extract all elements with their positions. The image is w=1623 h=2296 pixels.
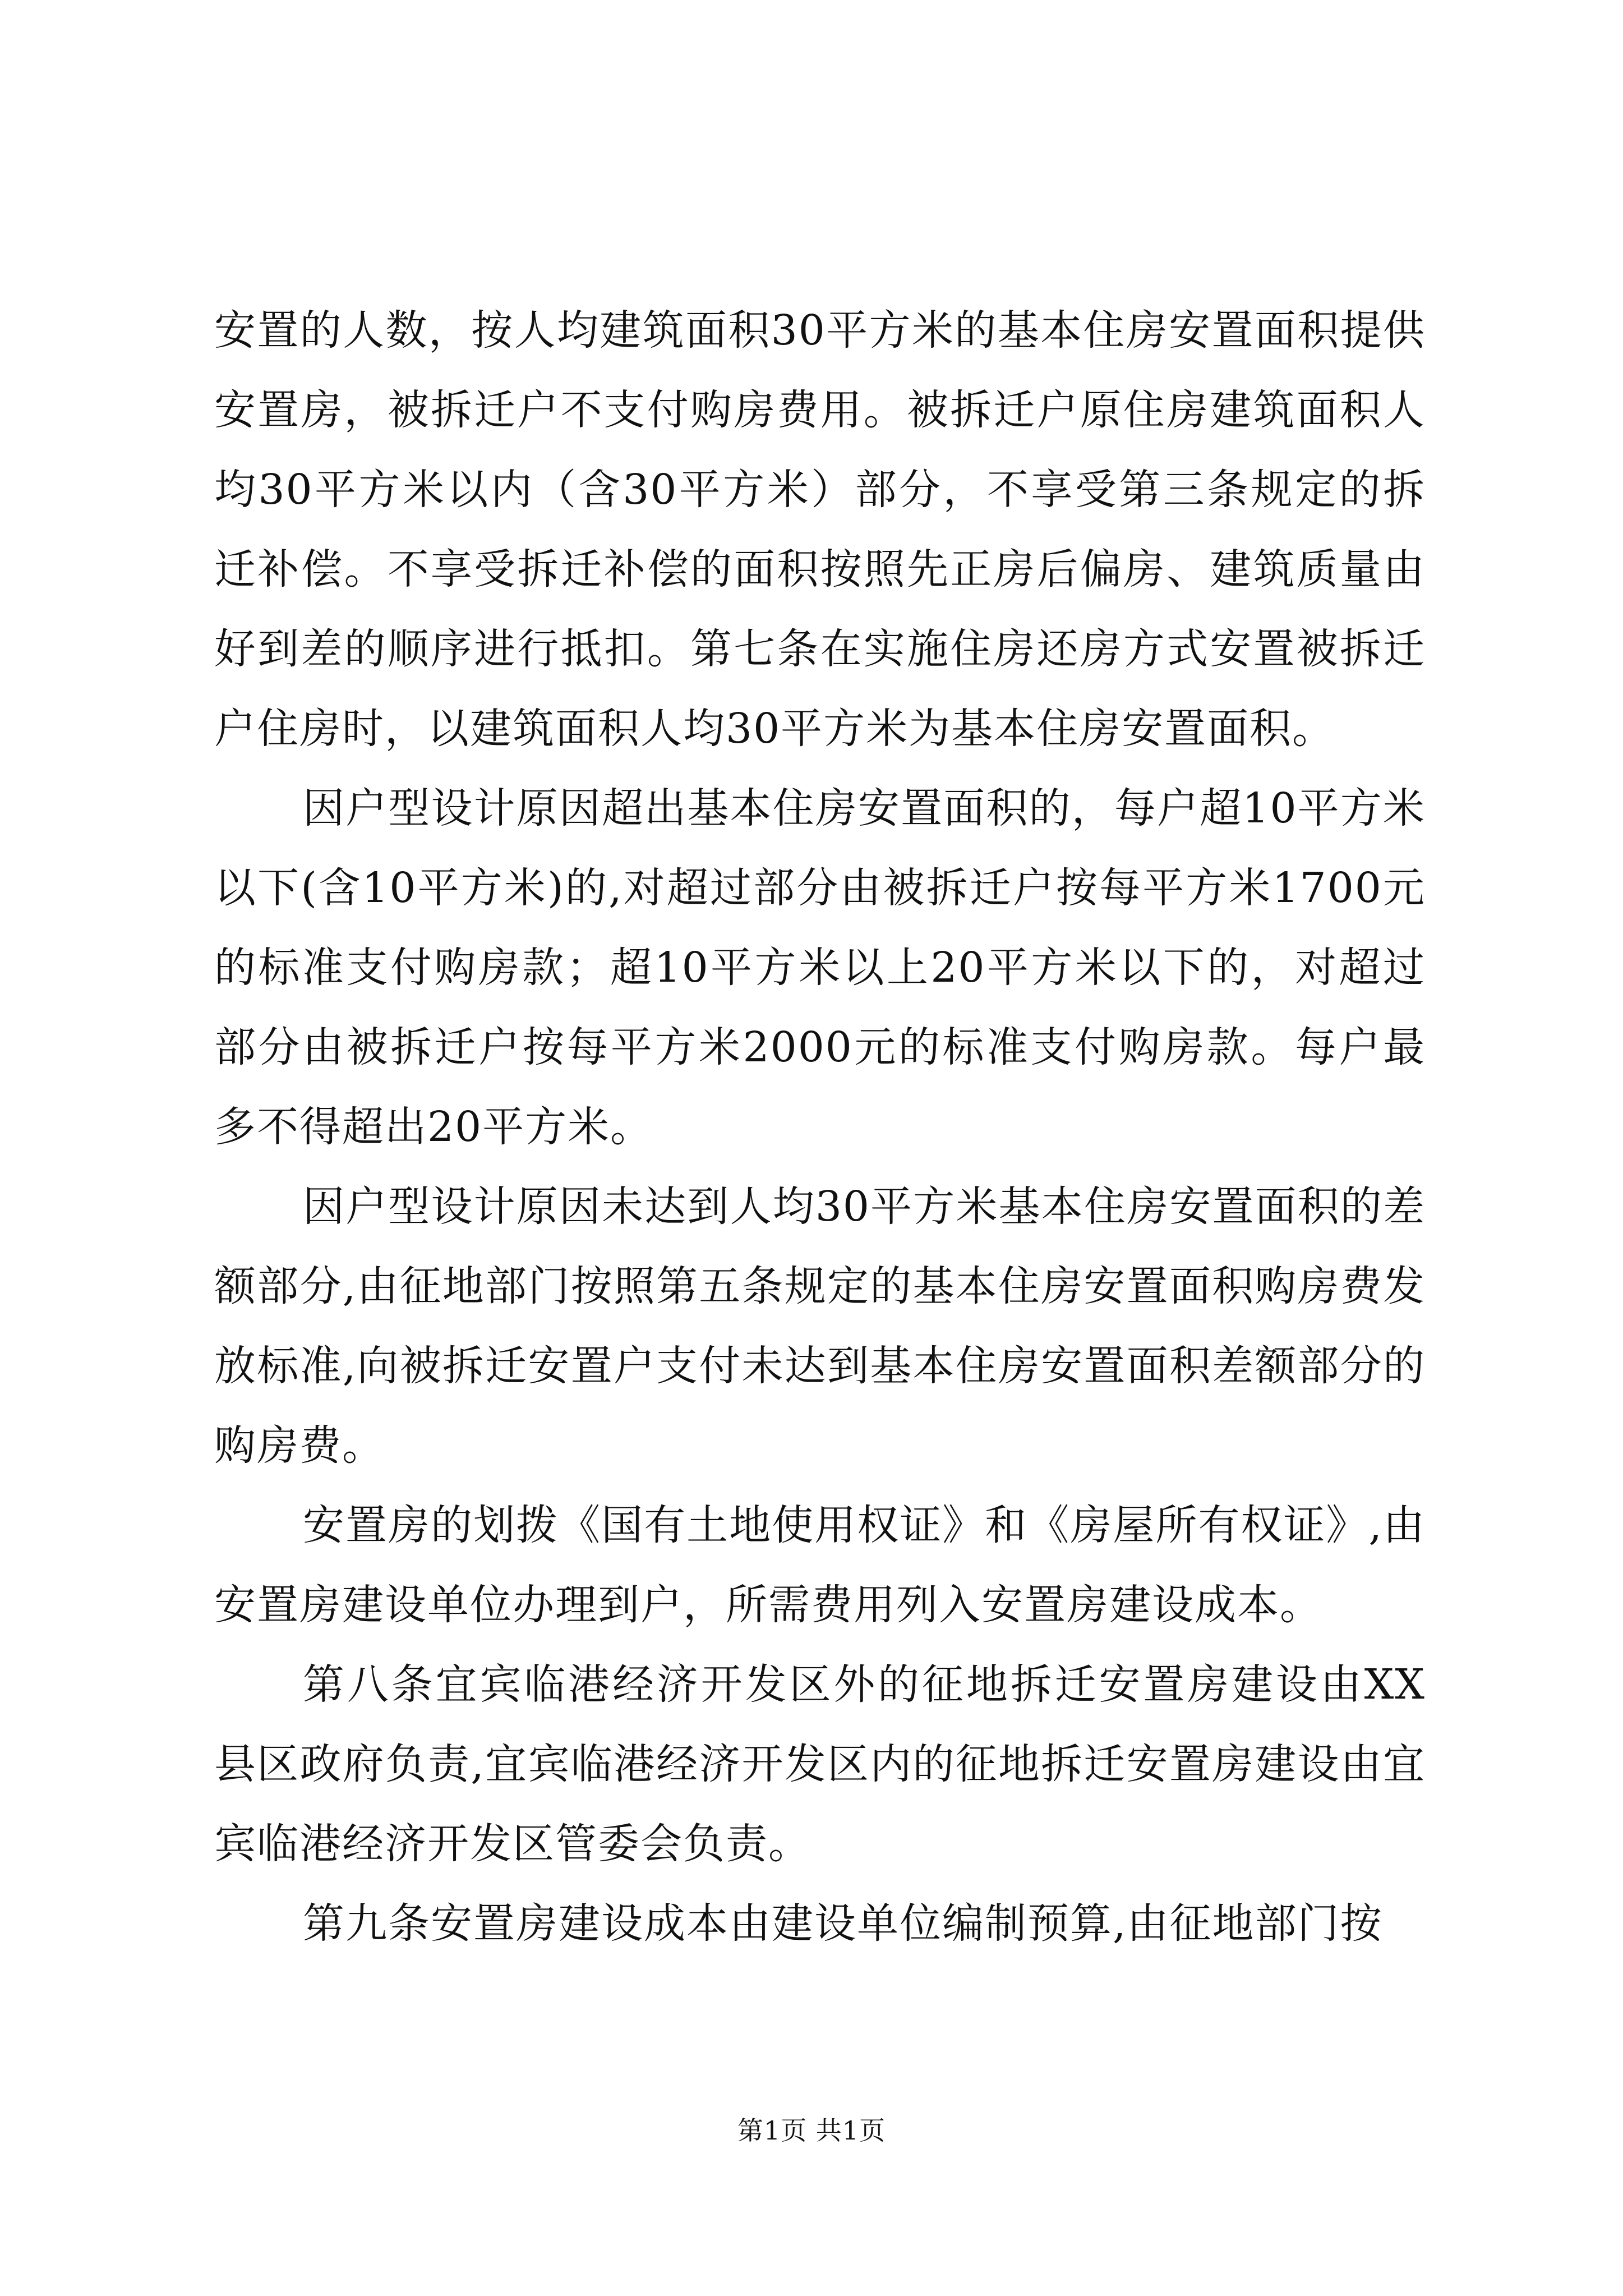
page-footer: 第1页 共1页 (737, 2115, 886, 2146)
paragraph-1: 安置的人数，按人均建筑面积30平方米的基本住房安置面积提供安置房，被拆迁户不支付购房费用。被拆迁户原住房建筑面积人均30平方米以内（含30平方米）部分，不享受第三条规定的拆迁补偿。不享受拆迁补偿的面积按照先正房后偏房、建筑质量由好到差的顺序进行抵扣。第七条在实施住房还房方式安置被拆迁户住房时，以建筑面积人均30平方米为基本住房安置面积。 (214, 306, 1426, 753)
document-body (214, 291, 1426, 1963)
paragraph-3: 因户型设计原因未达到人均30平方米基本住房安置面积的差额部分,由征地部门按照第五条规定的基本住房安置面积购房费发放标准,向被拆迁安置户支付未达到基本住房安置面积差额部分的购房费。 (214, 1182, 1426, 1470)
paragraph-5: 第八条宜宾临港经济开发区外的征地拆迁安置房建设由XX县区政府负责,宜宾临港经济开发区内的征地拆迁安置房建设由宜宾临港经济开发区管委会负责。 (214, 1660, 1426, 1868)
paragraph-2: 因户型设计原因超出基本住房安置面积的，每户超10平方米以下(含10平方米)的,对超过部分由被拆迁户按每平方米1700元的标准支付购房款；超10平方米以上20平方米以下的，对超过部分由被拆迁户按每平方米2000元的标准支付购房款。每户最多不得超出20平方米。 (214, 784, 1426, 1151)
paragraph-6: 第九条安置房建设成本由建设单位编制预算,由征地部门按 (303, 1899, 1383, 1948)
paragraph-4: 安置房的划拨《国有土地使用权证》和《房屋所有权证》,由安置房建设单位办理到户，所需费用列入安置房建设成本。 (214, 1501, 1426, 1629)
